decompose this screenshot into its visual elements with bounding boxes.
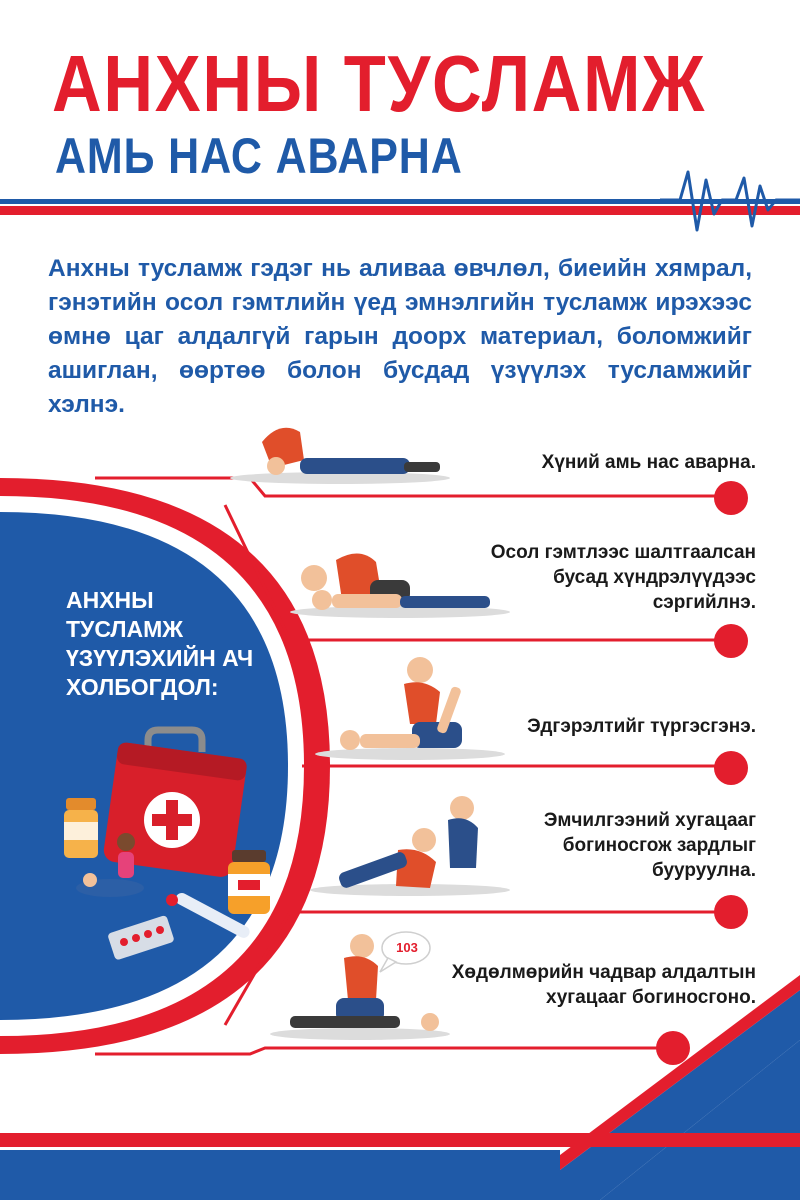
heartbeat-icon	[660, 172, 800, 230]
benefit-item-3: Эдгэрэлтийг түргэсгэнэ.	[527, 716, 756, 737]
phone-number-label: 103	[396, 940, 418, 955]
bullet-dot	[714, 481, 748, 515]
scene-leg-care	[315, 657, 505, 760]
benefit-item-5: Хөдөлмөрийн чадвар алдалтын хугацааг богиносгоно.	[451, 962, 756, 1008]
bullet-dot	[656, 1031, 690, 1065]
bullet-dot	[714, 895, 748, 929]
page-title: АНХНЫ ТУСЛАМЖ	[52, 39, 707, 128]
benefit-item-2: Осол гэмтлээс шалтгаалсан бусад хүндрэлүүдээс сэргийлнэ.	[490, 542, 756, 613]
intro-paragraph: Анхны тусламж гэдэг нь аливаа өвчлөл, биеийн хямрал, гэнэтийн осол гэмтлийн үед эмнэлгийн тусламж ирэхээс өмнө цаг алдалгүй гарын доорх материал, боломжийг ашиглан, өөртөө болон бусдад үзүүлэх тусламжийг хэлнэ.	[48, 255, 752, 418]
scene-recovery-position	[230, 428, 450, 484]
benefit-item-1: Хүний амь нас аварна.	[541, 452, 756, 473]
scene-head-care	[310, 796, 510, 896]
benefit-item-4: Эмчилгээний хугацааг богиносгож зардлыг бууруулна.	[543, 810, 756, 881]
page-subtitle: АМЬ НАС АВАРНА	[55, 128, 463, 184]
pill-bottle-icon	[228, 850, 270, 914]
scene-cpr	[290, 553, 510, 618]
bullet-dot	[714, 624, 748, 658]
sidebar-heading: АНХНЫ ТУСЛАМЖ ҮЗҮҮЛЭХИЙН АЧ ХОЛБОГДОЛ:	[66, 587, 254, 700]
pill-bottle-icon	[64, 798, 98, 858]
bullet-dot	[714, 751, 748, 785]
